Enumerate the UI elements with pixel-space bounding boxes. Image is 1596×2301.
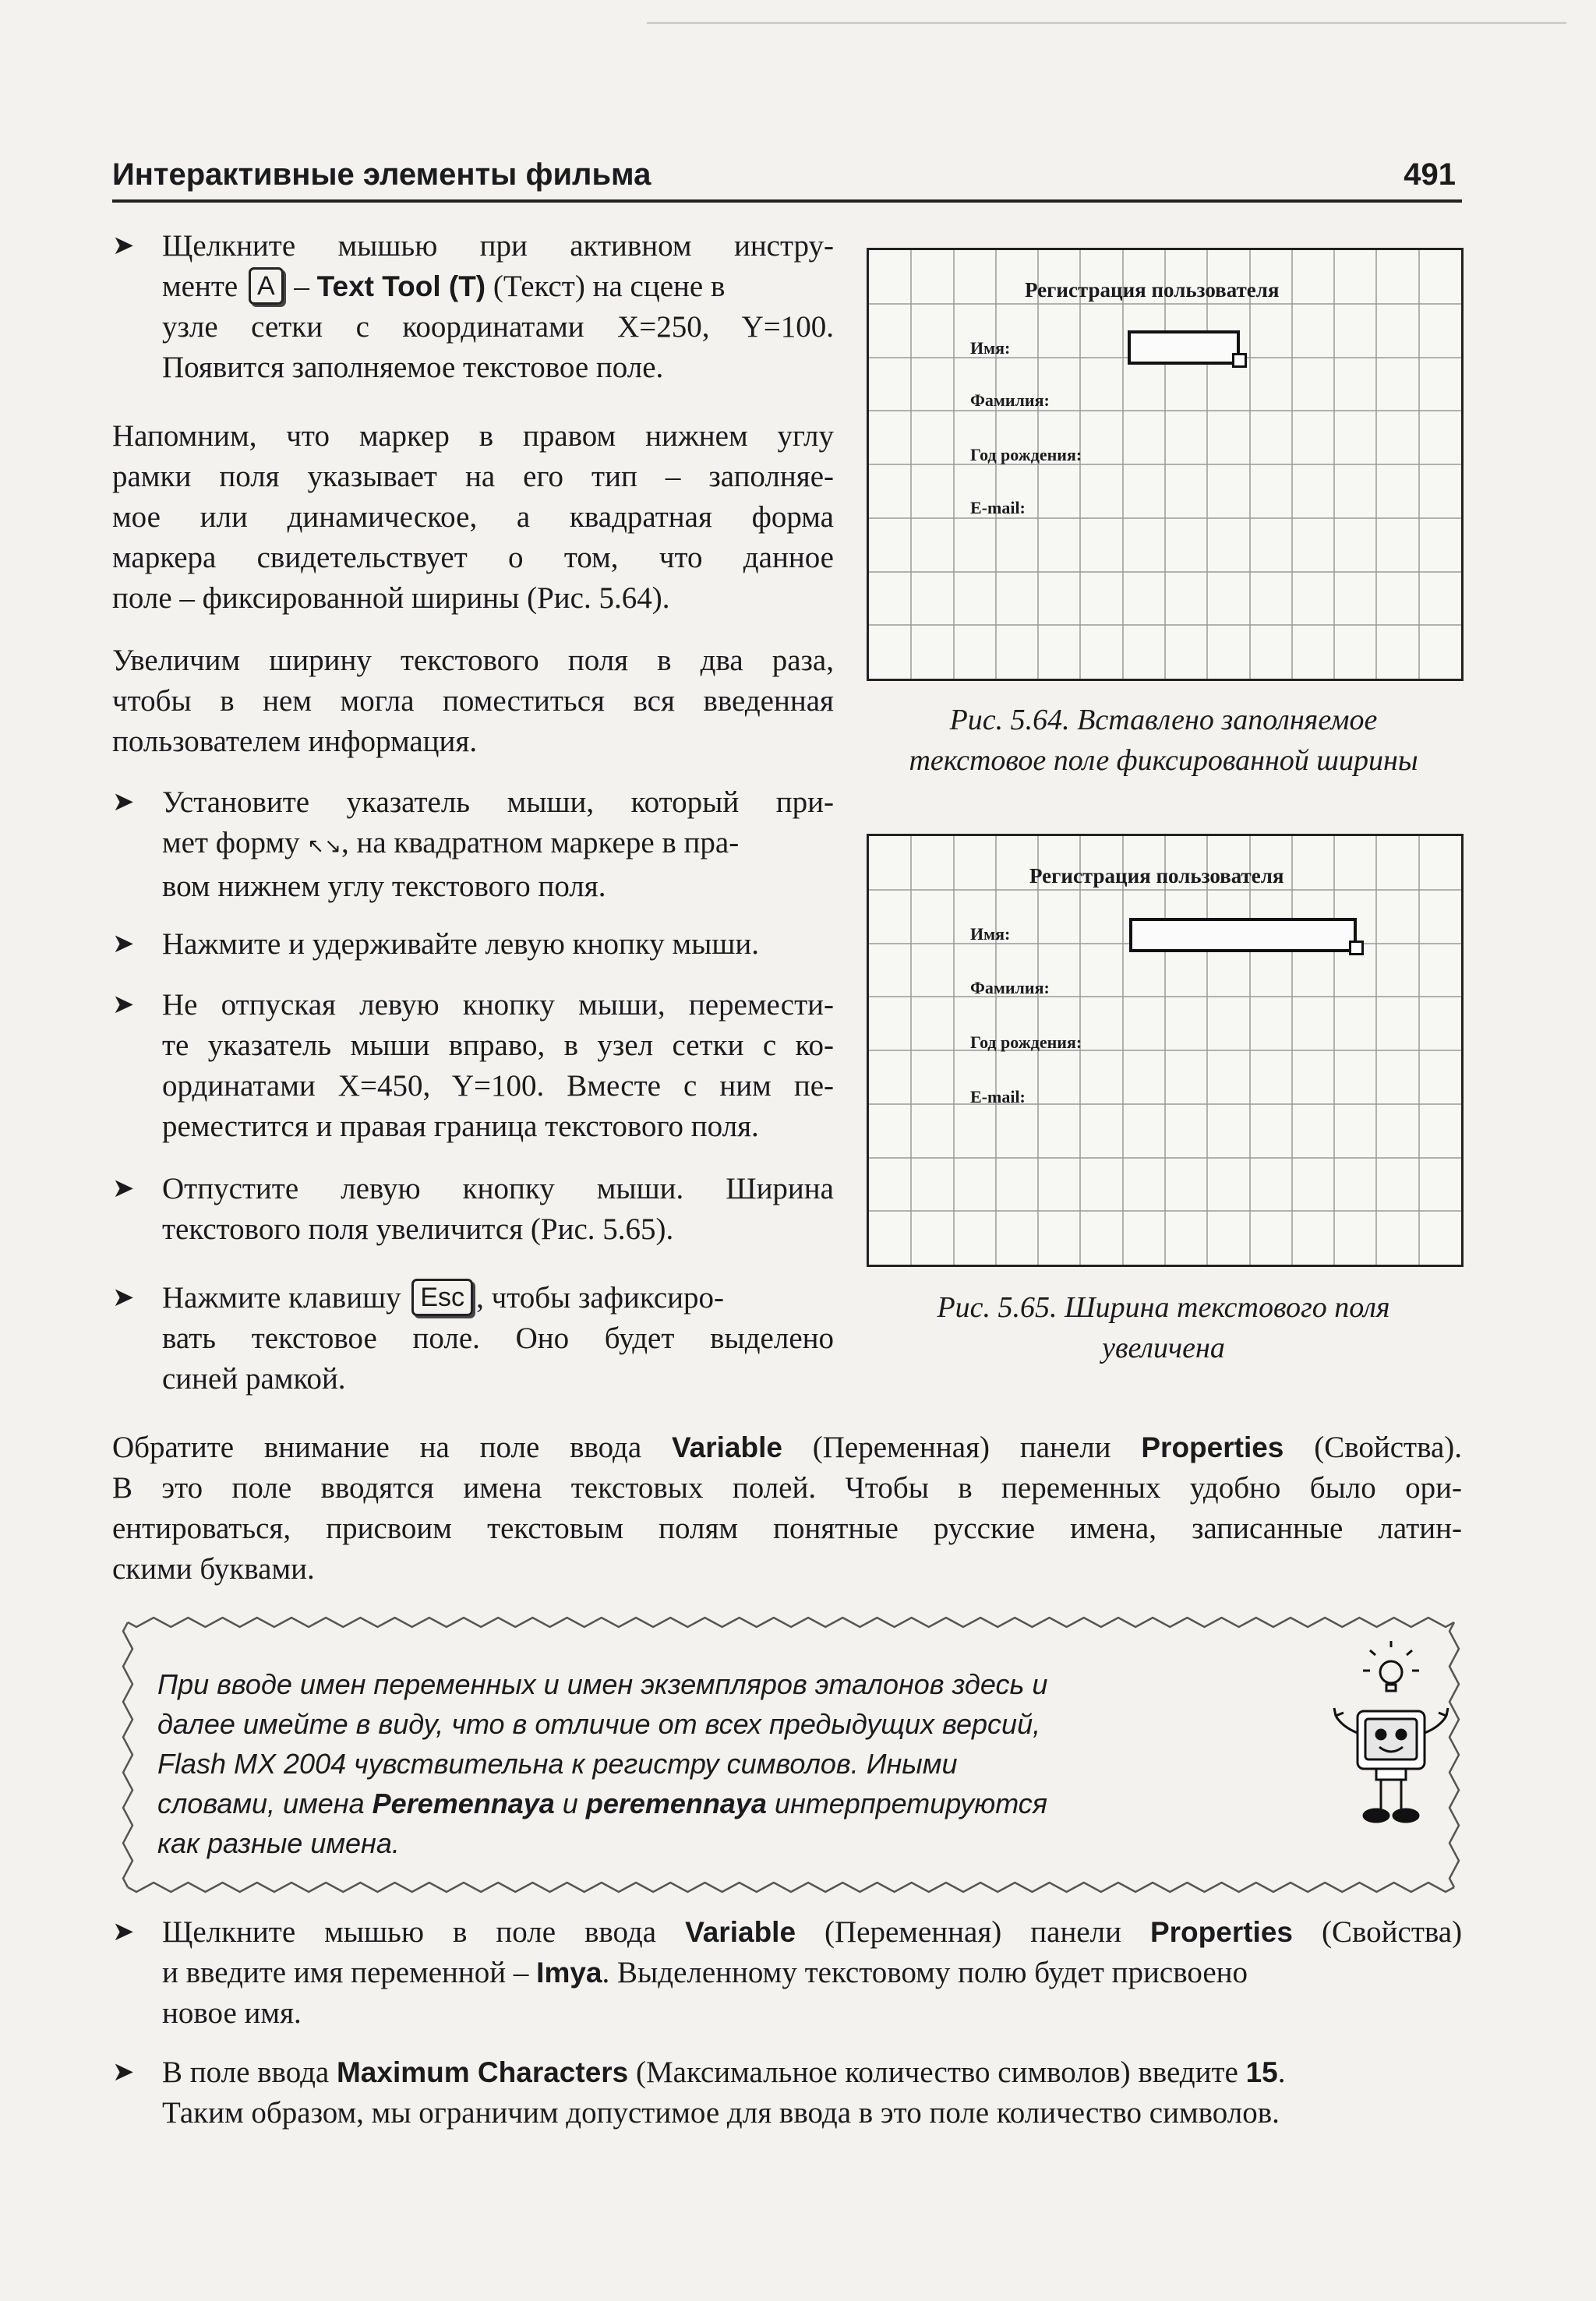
bullet-enter-variable: ➤ Щелкните мышью в поле ввода Variable (Переменная) панели Properties (Свойства) и введите имя переменной – Imya. Выделенному текстовому полю будет присвоено новое имя. bbox=[112, 1912, 1462, 2037]
zigzag-edge bbox=[1449, 1622, 1459, 1887]
zigzag-edge bbox=[123, 1622, 132, 1887]
page-number: 491 bbox=[1404, 157, 1456, 192]
stage-grid bbox=[869, 836, 1461, 1265]
chapter-title: Интерактивные элементы фильма bbox=[112, 157, 651, 192]
bullet-arrow-icon: ➤ bbox=[112, 1283, 135, 1312]
computer-mascot-icon bbox=[1333, 1639, 1449, 1865]
top-rule bbox=[647, 22, 1566, 24]
label-birth-year: Год рождения: bbox=[970, 1032, 1082, 1052]
bullet-set-pointer: ➤ Установите указатель мыши, который при- мет форму ↖↘, на квадратном маркере в пра- вом нижнем углу текстового поля. bbox=[112, 782, 834, 907]
figure-5-64-caption: Рис. 5.64. Вставлено заполняемое текстовое поле фиксированной ширины bbox=[909, 704, 1418, 777]
bullet-arrow-icon: ➤ bbox=[112, 1174, 135, 1203]
bullet-arrow-icon: ➤ bbox=[112, 990, 135, 1019]
field-resize-handle bbox=[1232, 353, 1247, 368]
field-resize-handle bbox=[1349, 941, 1364, 955]
figure-form-title: Регистрация пользователя bbox=[1029, 864, 1284, 888]
bullet-arrow-icon: ➤ bbox=[112, 788, 135, 817]
figure-5-64 bbox=[867, 248, 1464, 681]
label-birth-year: Год рождения: bbox=[970, 445, 1082, 464]
text-tool-icon: A bbox=[249, 267, 284, 305]
stage-grid bbox=[869, 250, 1461, 679]
zigzag-edge bbox=[128, 1618, 1454, 1627]
paragraph-increase-width: Увеличим ширину текстового поля в два раза, чтобы в нем могла поместиться вся введенная пользователем информация. bbox=[112, 644, 834, 758]
figure-5-65-caption: Рис. 5.65. Ширина текстового поля увеличена bbox=[937, 1291, 1390, 1364]
bullet-move-pointer: ➤ Не отпуская левую кнопку мыши, перемести- те указатель мыши вправо, в узел сетки с ко- ординатами X=450, Y=100. Вместе с ним пе- реместится и правая граница текстового поля. bbox=[112, 985, 834, 1149]
figure-5-65 bbox=[867, 834, 1464, 1267]
figure-form-title: Регистрация пользователя bbox=[1025, 278, 1280, 302]
esc-key-icon: Esc bbox=[411, 1279, 473, 1316]
bullet-text: Щелкните мышью при активном инстру- менте A – Text Tool (T) (Текст) на сцене в узле сетки с координатами X=250, Y=100. Появится заполняемое текстовое поле. bbox=[162, 229, 834, 384]
label-surname: Фамилия: bbox=[970, 978, 1050, 997]
resize-cursor-icon: ↖↘ bbox=[307, 835, 341, 858]
bullet-arrow-icon: ➤ bbox=[112, 930, 135, 958]
label-email: E-mail: bbox=[970, 1087, 1026, 1106]
label-email: E-mail: bbox=[970, 498, 1026, 517]
paragraph-variable-field: Обратите внимание на поле ввода Variable (Переменная) панели Properties (Свойства). В это поле вводятся имена текстовых полей. Чтобы в переменных удобно было ори- ентироваться, присвоим текстовым полям понятные русские имена, записанные латин- скими буквами. bbox=[112, 1431, 1463, 1586]
bullet-max-characters: ➤ В поле ввода Maximum Characters (Максимальное количество символов) введите 15. Таким образом, мы ограничим допустимое для ввода в это поле количество символов. bbox=[112, 2052, 1462, 2138]
bullet-release-mouse: ➤ Отпустите левую кнопку мыши. Ширина текстового поля увеличится (Рис. 5.65). bbox=[112, 1169, 834, 1255]
note-box bbox=[117, 1611, 1465, 1898]
text-field-fixed bbox=[1128, 330, 1240, 365]
bullet-press-esc: ➤ Нажмите клавишу Esc , чтобы зафиксиро- вать текстовое поле. Оно будет выделено синей рамкой. bbox=[112, 1278, 834, 1403]
running-header bbox=[112, 154, 1462, 203]
paragraph-marker-type: Напомним, что маркер в правом нижнем углу рамки поля указывает на его тип – заполняе- мое или динамическое, а квадратная форма маркера свидетельствует о том, что данное поле – фиксированной ширины (Рис. 5.64). bbox=[112, 419, 834, 615]
bullet-arrow-icon: ➤ bbox=[112, 2058, 135, 2087]
bullet-arrow-icon: ➤ bbox=[112, 1918, 135, 1946]
label-name: Имя: bbox=[970, 924, 1011, 944]
bullet-arrow-icon: ➤ bbox=[112, 231, 135, 260]
text-field-widened bbox=[1129, 918, 1357, 952]
note-text: При вводе имен переменных и имен экземпляров эталонов здесь и далее имейте в виду, что в отличие от всех предыдущих версий, Flash MX 2004 чувствительна к регистру символов. Иными словами, имена Peremennaya и peremennaya интерпретируются как разные имена. bbox=[157, 1668, 1048, 1859]
label-surname: Фамилия: bbox=[970, 390, 1050, 410]
zigzag-edge bbox=[128, 1883, 1454, 1892]
bullet-text-tool bbox=[112, 226, 834, 390]
bullet-hold-mouse: ➤ Нажмите и удерживайте левую кнопку мыши. bbox=[112, 924, 834, 968]
label-name: Имя: bbox=[970, 338, 1011, 358]
